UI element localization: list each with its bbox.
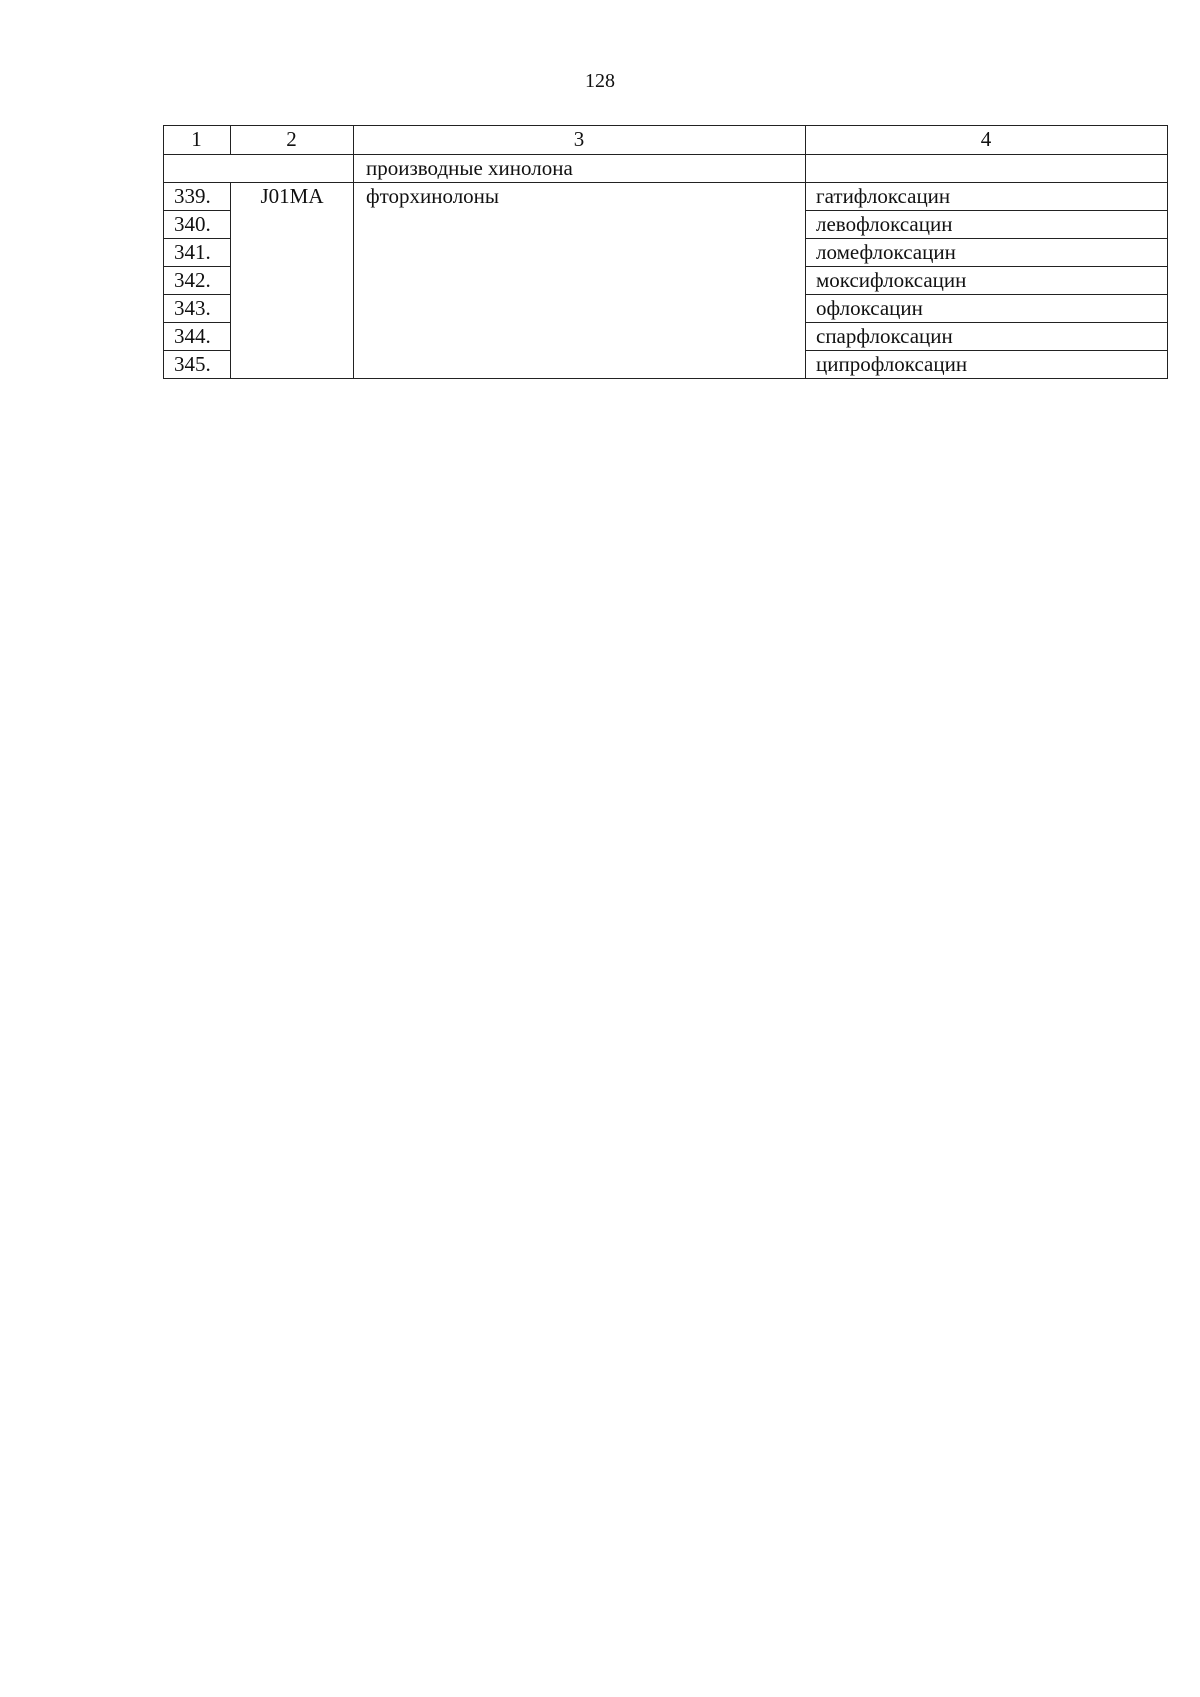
row-number: 340. xyxy=(164,211,231,239)
drug-name: гатифлоксацин xyxy=(806,183,1168,211)
column-header-3: 3 xyxy=(354,126,806,155)
row-number: 342. xyxy=(164,267,231,295)
drug-name: левофлоксацин xyxy=(806,211,1168,239)
drug-name: офлоксацин xyxy=(806,295,1168,323)
group-code xyxy=(164,155,354,183)
row-number: 339. xyxy=(164,183,231,211)
drug-name: ципрофлоксацин xyxy=(806,351,1168,379)
atc-code: J01MA xyxy=(231,183,354,379)
group-row xyxy=(164,155,1168,183)
column-header-2: 2 xyxy=(231,126,354,155)
medication-classification-table xyxy=(163,125,1168,379)
column-header-1: 1 xyxy=(164,126,231,155)
atc-description: фторхинолоны xyxy=(354,183,806,379)
row-number: 343. xyxy=(164,295,231,323)
row-number: 341. xyxy=(164,239,231,267)
group-drug-cell xyxy=(806,155,1168,183)
drug-name: ломефлоксацин xyxy=(806,239,1168,267)
page-number: 128 xyxy=(585,70,615,92)
column-header-4: 4 xyxy=(806,126,1168,155)
table-header-row xyxy=(164,126,1168,155)
row-number: 344. xyxy=(164,323,231,351)
table-row xyxy=(164,183,1168,211)
drug-name: моксифлоксацин xyxy=(806,267,1168,295)
row-number: 345. xyxy=(164,351,231,379)
table-body xyxy=(164,126,1168,379)
group-description: производные хинолона xyxy=(354,155,806,183)
drug-name: спарфлоксацин xyxy=(806,323,1168,351)
